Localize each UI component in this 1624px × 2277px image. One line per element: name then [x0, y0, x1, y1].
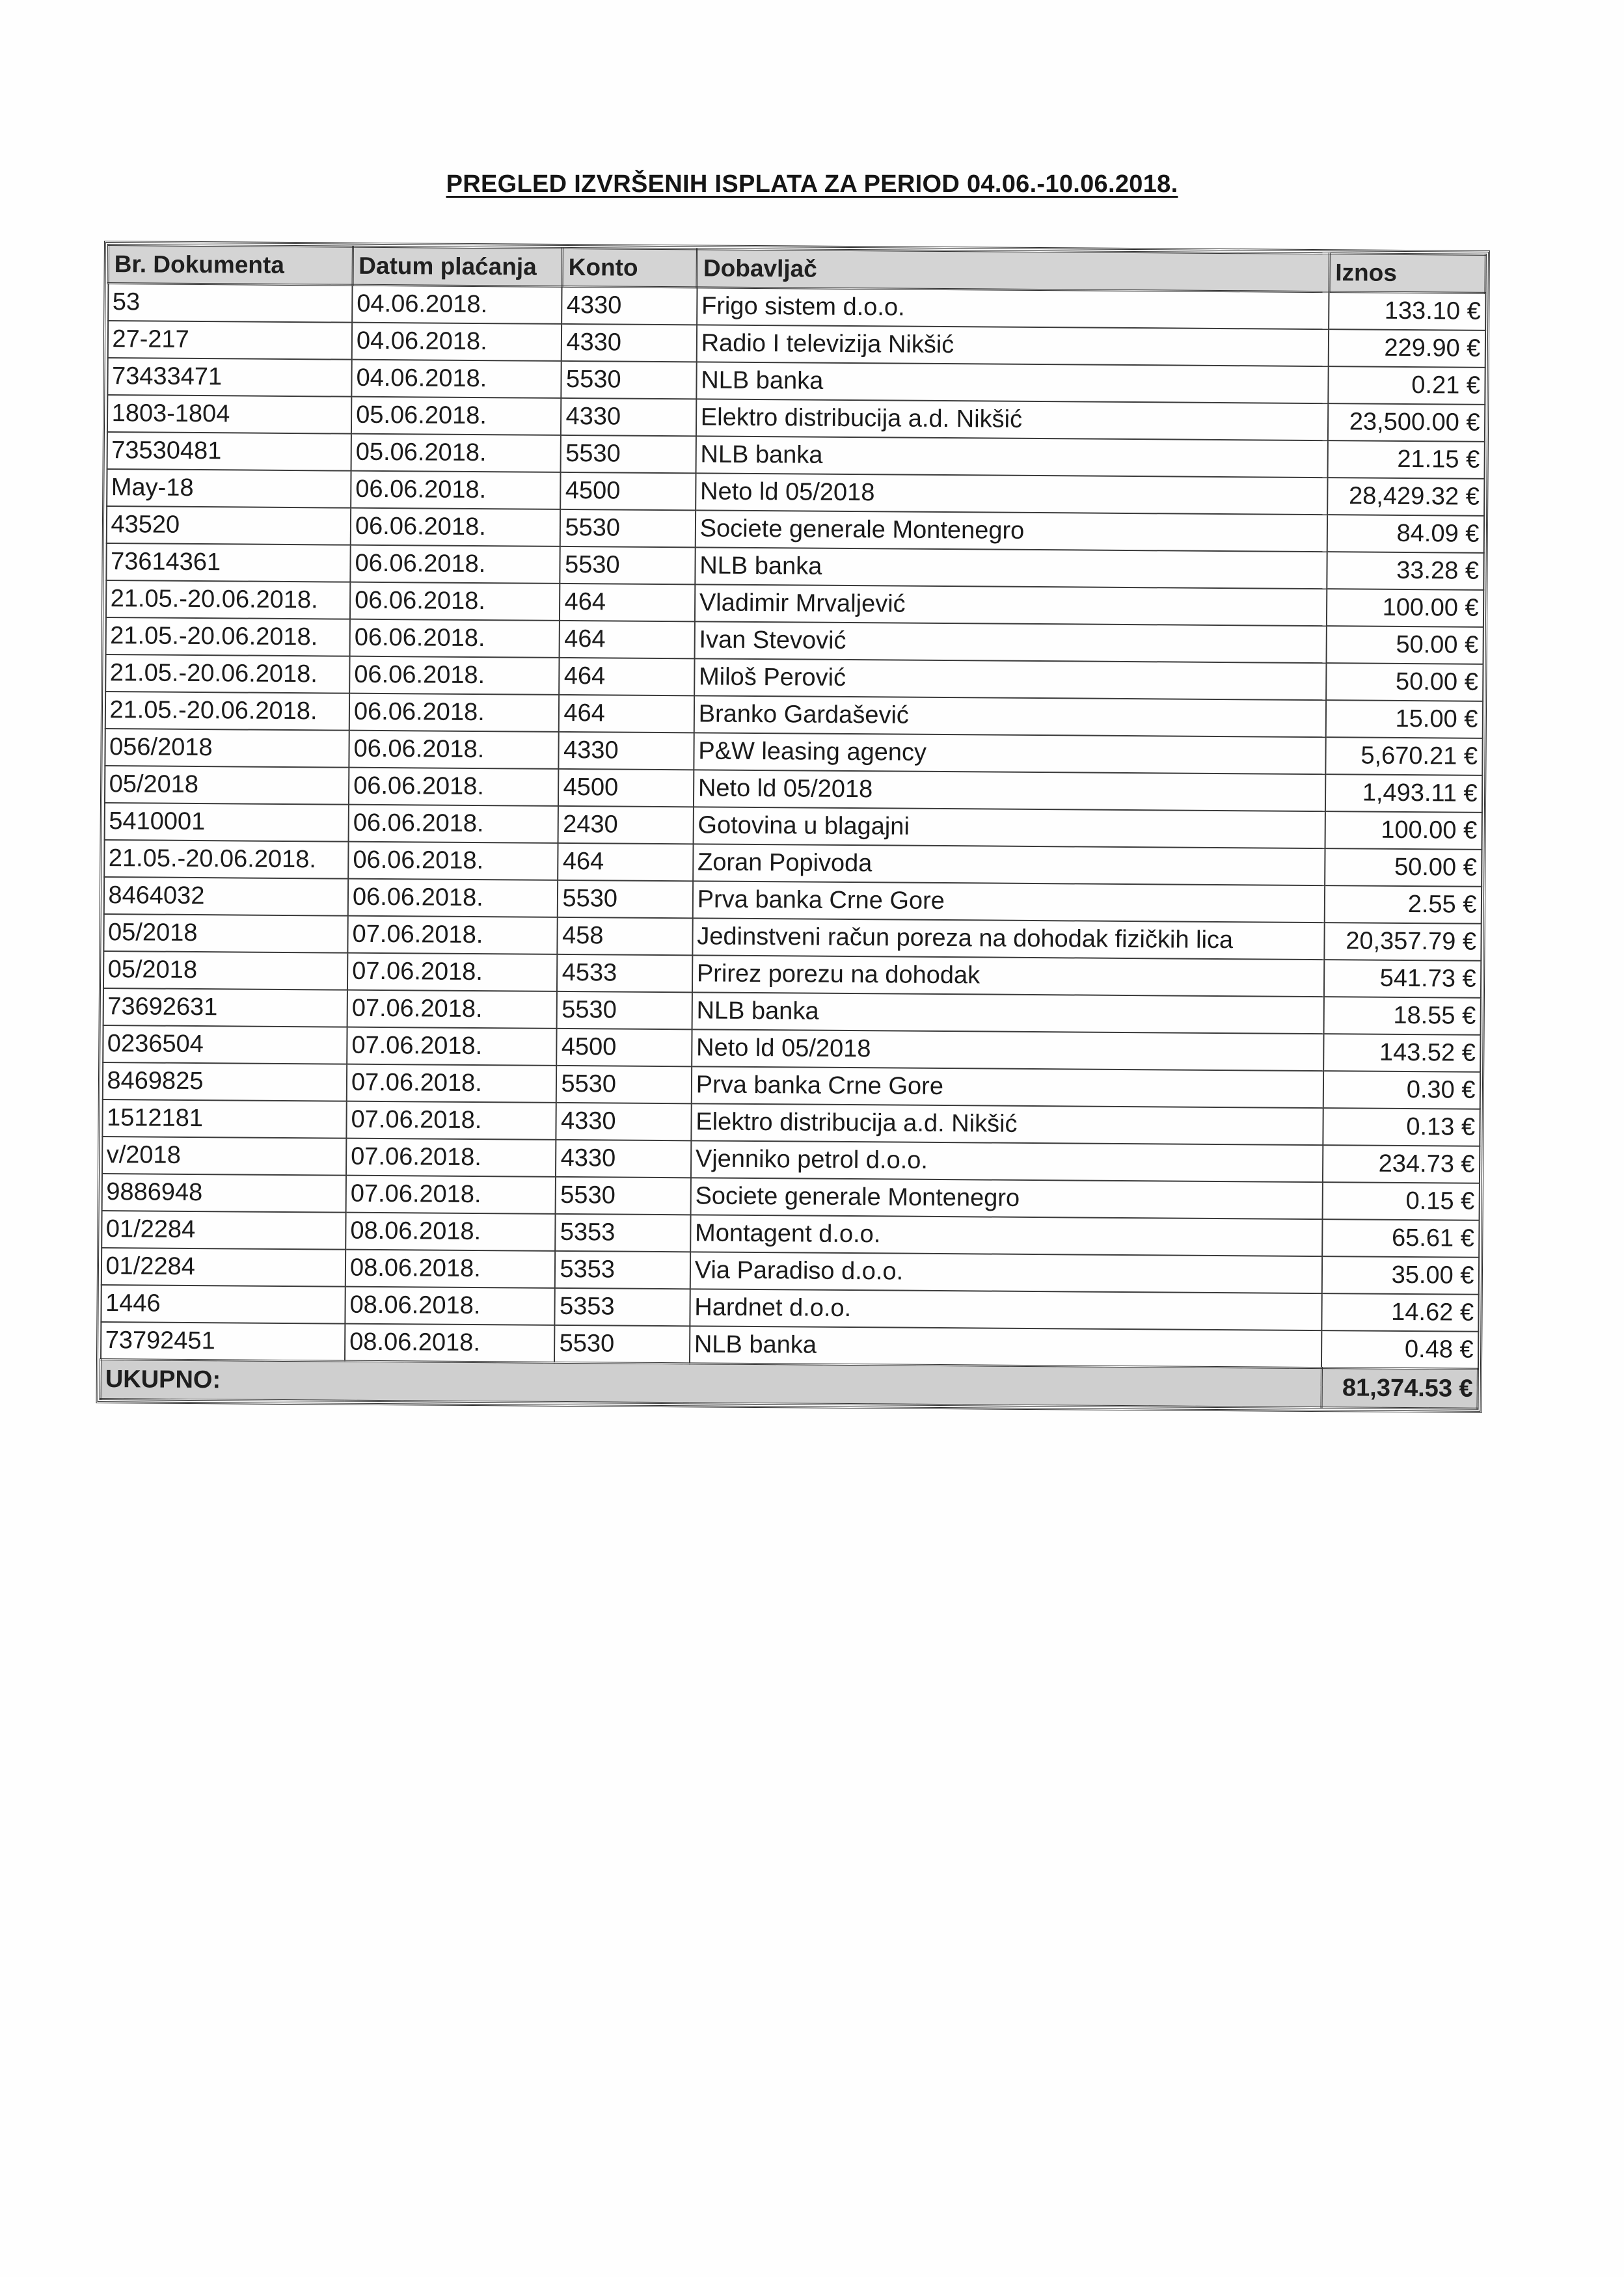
cell-account: 5530	[557, 991, 692, 1029]
cell-amount: 35.00 €	[1322, 1256, 1479, 1295]
cell-document-number: 05/2018	[104, 766, 349, 805]
cell-payment-date: 04.06.2018.	[352, 323, 562, 361]
cell-document-number: 9886948	[102, 1174, 346, 1213]
cell-amount: 18.55 €	[1324, 997, 1481, 1035]
cell-supplier: Vladimir Mrvaljević	[695, 584, 1327, 626]
cell-account: 4500	[561, 472, 696, 510]
cell-document-number: 21.05.-20.06.2018.	[105, 692, 349, 731]
cell-amount: 143.52 €	[1323, 1034, 1480, 1072]
document-title: PREGLED IZVRŠENIH ISPLATA ZA PERIOD 04.06.-10.06.2018.	[446, 170, 1178, 198]
cell-amount: 20,357.79 €	[1324, 923, 1481, 961]
cell-document-number: 1446	[101, 1285, 345, 1324]
cell-payment-date: 08.06.2018.	[345, 1250, 556, 1288]
cell-amount: 229.90 €	[1329, 329, 1485, 368]
cell-account: 5353	[556, 1214, 691, 1252]
cell-amount: 21.15 €	[1328, 440, 1485, 479]
cell-account: 5353	[555, 1251, 690, 1289]
cell-account: 2430	[558, 806, 694, 844]
cell-supplier: Montagent d.o.o.	[690, 1215, 1323, 1256]
cell-supplier: Ivan Stevović	[694, 621, 1327, 663]
cell-document-number: 8469825	[102, 1062, 347, 1101]
cell-payment-date: 08.06.2018.	[345, 1213, 556, 1251]
cell-account: 4330	[556, 1140, 691, 1178]
cell-supplier: Prva banka Crne Gore	[692, 1066, 1324, 1108]
cell-amount: 84.09 €	[1327, 515, 1484, 553]
cell-account: 458	[558, 917, 693, 955]
cell-amount: 5,670.21 €	[1325, 737, 1482, 775]
cell-supplier: Miloš Perović	[694, 658, 1327, 700]
cell-amount: 50.00 €	[1327, 626, 1483, 664]
cell-supplier: Societe generale Montenegro	[690, 1178, 1323, 1219]
cell-account: 4330	[556, 1103, 692, 1140]
cell-payment-date: 06.06.2018.	[349, 805, 559, 843]
cell-account: 5530	[562, 361, 697, 399]
cell-amount: 23,500.00 €	[1328, 403, 1485, 442]
cell-supplier: Prirez porezu na dohodak	[692, 955, 1325, 997]
cell-amount: 33.28 €	[1327, 552, 1483, 590]
cell-payment-date: 08.06.2018.	[345, 1324, 555, 1363]
cell-payment-date: 06.06.2018.	[349, 768, 559, 806]
cell-payment-date: 07.06.2018.	[346, 1176, 556, 1214]
cell-amount: 2.55 €	[1325, 885, 1482, 924]
cell-payment-date: 06.06.2018.	[351, 508, 561, 546]
cell-payment-date: 04.06.2018.	[351, 360, 562, 398]
header-account: Konto	[562, 248, 697, 287]
cell-amount: 15.00 €	[1326, 700, 1483, 738]
cell-payment-date: 06.06.2018.	[348, 879, 558, 917]
cell-supplier: Elektro distribucija a.d. Nikšić	[696, 399, 1329, 440]
cell-account: 5353	[555, 1288, 690, 1326]
cell-supplier: Elektro distribucija a.d. Nikšić	[691, 1103, 1323, 1145]
cell-amount: 100.00 €	[1325, 811, 1482, 850]
cell-payment-date: 06.06.2018.	[349, 694, 560, 732]
cell-document-number: 1512181	[102, 1099, 347, 1138]
cell-account: 5530	[556, 1066, 692, 1103]
cell-amount: 0.48 €	[1321, 1330, 1478, 1369]
cell-payment-date: 07.06.2018.	[346, 1101, 556, 1140]
cell-payment-date: 06.06.2018.	[350, 582, 560, 621]
cell-supplier: NLB banka	[690, 1326, 1322, 1368]
cell-supplier: Neto ld 05/2018	[696, 473, 1328, 515]
table-body	[100, 284, 1485, 1369]
cell-document-number: 43520	[106, 506, 351, 545]
cell-document-number: 73530481	[107, 432, 351, 471]
cell-account: 464	[558, 843, 694, 881]
cell-account: 4500	[557, 1029, 692, 1066]
cell-document-number: 73792451	[100, 1322, 345, 1361]
cell-payment-date: 06.06.2018.	[351, 471, 561, 509]
cell-document-number: 21.05.-20.06.2018.	[105, 580, 350, 619]
cell-document-number: 01/2284	[102, 1211, 346, 1250]
cell-document-number: 73433471	[107, 358, 352, 397]
cell-account: 464	[559, 695, 694, 733]
payments-table-frame	[96, 241, 1490, 1413]
cell-payment-date: 06.06.2018.	[349, 731, 559, 769]
cell-supplier: Vjenniko petrol d.o.o.	[691, 1140, 1323, 1182]
total-label: UKUPNO:	[100, 1360, 1321, 1408]
cell-payment-date: 08.06.2018.	[345, 1287, 555, 1325]
header-supplier: Dobavljač	[697, 249, 1329, 292]
cell-account: 5530	[560, 509, 696, 547]
cell-payment-date: 05.06.2018.	[351, 434, 562, 472]
cell-document-number: 73614361	[106, 543, 351, 582]
cell-payment-date: 07.06.2018.	[347, 1027, 557, 1066]
cell-payment-date: 07.06.2018.	[347, 990, 558, 1029]
header-amount: Iznos	[1329, 254, 1486, 293]
cell-payment-date: 06.06.2018.	[350, 545, 560, 584]
cell-payment-date: 07.06.2018.	[347, 916, 558, 954]
cell-amount: 28,429.32 €	[1327, 478, 1484, 516]
cell-supplier: NLB banka	[696, 436, 1328, 478]
cell-amount: 0.21 €	[1328, 366, 1485, 405]
cell-amount: 133.10 €	[1329, 292, 1485, 330]
cell-supplier: Jedinstveni račun poreza na dohodak fizičkih lica	[692, 918, 1325, 960]
payments-table	[100, 244, 1487, 1410]
cell-payment-date: 07.06.2018.	[347, 1064, 557, 1103]
cell-account: 5530	[561, 435, 696, 473]
cell-document-number: 21.05.-20.06.2018.	[104, 840, 349, 879]
cell-amount: 0.30 €	[1323, 1071, 1480, 1109]
cell-amount: 100.00 €	[1327, 589, 1483, 627]
header-payment-date: Datum plaćanja	[353, 247, 563, 286]
cell-amount: 65.61 €	[1322, 1219, 1479, 1258]
cell-account: 5530	[560, 546, 696, 584]
cell-account: 4500	[558, 769, 694, 807]
cell-supplier: Radio I televizija Nikšić	[696, 325, 1329, 366]
cell-supplier: P&W leasing agency	[694, 733, 1326, 774]
cell-amount: 234.73 €	[1323, 1145, 1480, 1183]
cell-supplier: Societe generale Montenegro	[695, 510, 1327, 552]
cell-supplier: Frigo sistem d.o.o.	[697, 288, 1329, 329]
cell-account: 4330	[561, 398, 696, 436]
cell-document-number: 0236504	[103, 1025, 347, 1064]
cell-document-number: 21.05.-20.06.2018.	[105, 654, 350, 694]
cell-amount: 50.00 €	[1326, 663, 1483, 701]
cell-amount: 0.15 €	[1323, 1182, 1480, 1220]
cell-account: 5530	[554, 1325, 690, 1364]
cell-payment-date: 07.06.2018.	[346, 1138, 556, 1177]
cell-supplier: Neto ld 05/2018	[692, 1029, 1324, 1071]
cell-supplier: Neto ld 05/2018	[694, 770, 1326, 811]
cell-supplier: Via Paradiso d.o.o.	[690, 1252, 1323, 1293]
cell-document-number: 5410001	[104, 803, 349, 842]
cell-document-number: 056/2018	[105, 729, 349, 768]
total-amount: 81,374.53 €	[1321, 1368, 1478, 1409]
cell-supplier: NLB banka	[696, 362, 1329, 403]
cell-payment-date: 06.06.2018.	[349, 656, 560, 695]
cell-account: 4533	[557, 954, 692, 992]
cell-account: 464	[560, 658, 695, 695]
cell-account: 464	[560, 621, 695, 658]
cell-document-number: v/2018	[102, 1137, 346, 1176]
cell-supplier: Prva banka Crne Gore	[693, 881, 1325, 923]
cell-document-number: May-18	[107, 469, 351, 508]
cell-document-number: 21.05.-20.06.2018.	[105, 617, 350, 656]
cell-supplier: Branko Gardašević	[694, 695, 1327, 737]
cell-document-number: 27-217	[107, 321, 352, 360]
cell-account: 5530	[556, 1177, 691, 1215]
header-document-number: Br. Dokumenta	[108, 245, 353, 286]
cell-payment-date: 06.06.2018.	[350, 619, 560, 658]
cell-document-number: 1803-1804	[107, 395, 351, 434]
cell-account: 464	[560, 584, 695, 621]
cell-document-number: 01/2284	[101, 1248, 345, 1287]
cell-payment-date: 05.06.2018.	[351, 397, 562, 435]
cell-supplier: Hardnet d.o.o.	[690, 1289, 1322, 1330]
cell-supplier: Zoran Popivoda	[693, 844, 1325, 885]
cell-supplier: NLB banka	[692, 992, 1324, 1034]
cell-document-number: 73692631	[103, 988, 347, 1027]
cell-document-number: 53	[108, 284, 353, 323]
cell-amount: 14.62 €	[1321, 1293, 1478, 1332]
cell-payment-date: 04.06.2018.	[352, 285, 562, 324]
cell-account: 4330	[562, 286, 697, 325]
cell-document-number: 05/2018	[103, 951, 347, 990]
cell-document-number: 05/2018	[103, 914, 348, 953]
cell-supplier: NLB banka	[695, 547, 1327, 589]
cell-payment-date: 07.06.2018.	[347, 953, 558, 991]
cell-payment-date: 06.06.2018.	[348, 842, 558, 880]
cell-amount: 50.00 €	[1325, 848, 1482, 887]
cell-amount: 541.73 €	[1324, 960, 1481, 998]
cell-amount: 0.13 €	[1323, 1108, 1480, 1146]
cell-amount: 1,493.11 €	[1325, 774, 1482, 813]
cell-document-number: 8464032	[103, 877, 348, 916]
cell-supplier: Gotovina u blagajni	[693, 807, 1325, 848]
cell-account: 4330	[559, 732, 694, 770]
cell-account: 5530	[558, 880, 693, 918]
cell-account: 4330	[562, 324, 697, 362]
